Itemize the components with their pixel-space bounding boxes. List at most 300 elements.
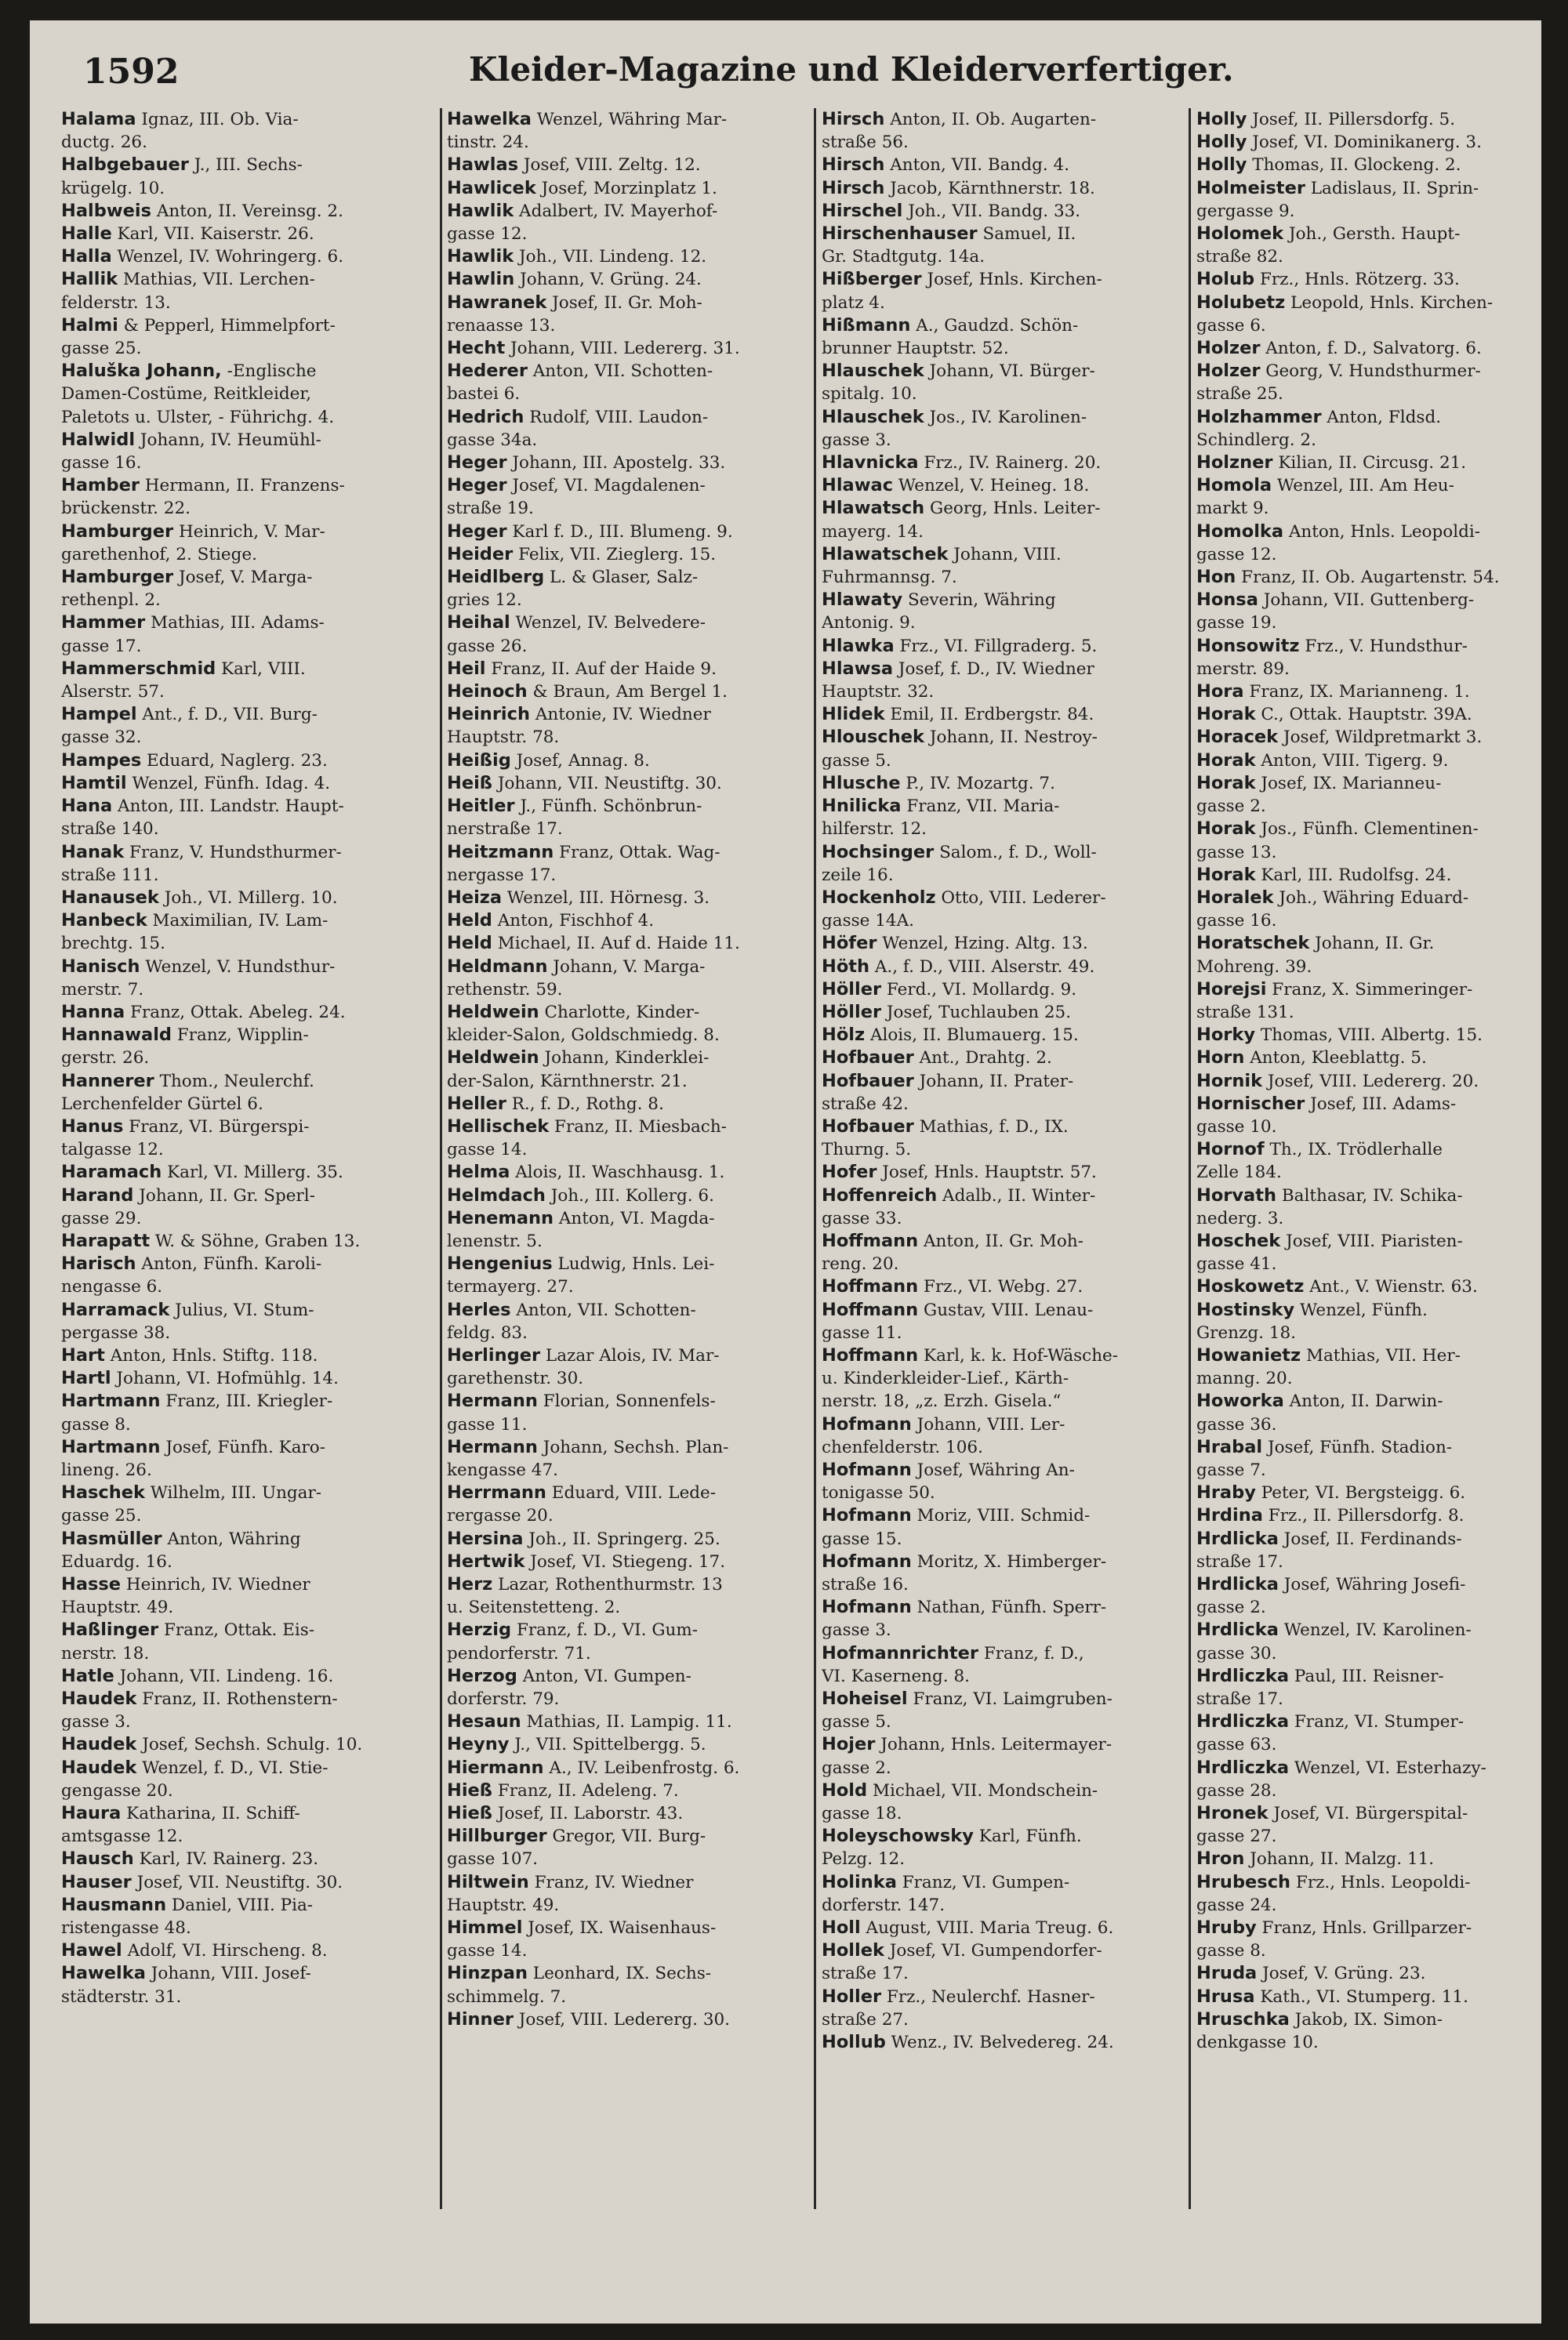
entry-line xyxy=(1196,1047,1565,1069)
continuation-line xyxy=(822,680,1190,703)
entry-line xyxy=(61,429,430,452)
entry-line xyxy=(1196,1504,1565,1527)
entry-text: Franz, II. Adeleng. 7. xyxy=(492,1780,679,1801)
entry-text: rergasse 20. xyxy=(447,1506,554,1526)
entry-line xyxy=(61,1573,430,1596)
entry-text: Franz, Ottak. Eis- xyxy=(158,1620,315,1641)
entry-text: pergasse 38. xyxy=(61,1322,171,1343)
entry-text: nerstr. 18, „z. Erzh. Gisela.“ xyxy=(822,1391,1062,1412)
entry-line xyxy=(822,1642,1190,1665)
continuation-line xyxy=(447,429,815,452)
entry-text: Joh., III. Kollerg. 6. xyxy=(545,1185,714,1206)
entry-line xyxy=(1196,1138,1565,1161)
entry-name: Holzner xyxy=(1196,452,1273,473)
entry-text: Daniel, VIII. Pia- xyxy=(166,1895,314,1915)
entry-line xyxy=(61,223,430,245)
continuation-line xyxy=(822,1436,1190,1459)
entry-text: Johann, VI. Hofmühlg. 14. xyxy=(111,1369,339,1389)
entry-line xyxy=(447,932,815,955)
entry-text: Thurng. 5. xyxy=(822,1140,912,1160)
entry-text: Wenzel, III. Am Heu- xyxy=(1272,476,1454,496)
continuation-line xyxy=(1196,2031,1565,2054)
entry-name: Hölz xyxy=(822,1025,866,1046)
entry-text: Ferd., VI. Mollardg. 9. xyxy=(881,979,1077,999)
continuation-line xyxy=(61,177,430,200)
entry-name: Hamburger xyxy=(61,567,174,588)
continuation-line xyxy=(447,1688,815,1711)
entry-text: gasse 107. xyxy=(447,1849,539,1870)
entry-name: Halle xyxy=(61,223,112,245)
continuation-line xyxy=(447,383,815,405)
entry-text: Wenzel, V. Heineg. 18. xyxy=(893,476,1090,496)
entry-text: gasse 5. xyxy=(822,750,891,771)
entry-line xyxy=(447,1185,815,1207)
entry-text: Thomas, II. Glockeng. 2. xyxy=(1247,155,1461,176)
entry-line xyxy=(1196,1230,1565,1253)
entry-name: Holomek xyxy=(1196,223,1284,245)
continuation-line xyxy=(447,1413,815,1436)
entry-text: Josef, Tuchlauben 25. xyxy=(881,1002,1072,1022)
entry-name: Hoschek xyxy=(1196,1230,1281,1251)
entry-text: Mathias, VII. Her- xyxy=(1301,1345,1461,1366)
entry-line xyxy=(61,1116,430,1138)
entry-text: gasse 27. xyxy=(1196,1827,1277,1847)
entry-text: Mathias, II. Lampig. 11. xyxy=(521,1712,732,1732)
continuation-line xyxy=(61,1711,430,1733)
entry-name: Hnilicka xyxy=(822,796,902,817)
entry-text: spitalg. 10. xyxy=(822,384,917,405)
entry-text: Wenzel, V. Hundsthur- xyxy=(140,956,336,977)
entry-line xyxy=(447,452,815,474)
entry-name: Holl xyxy=(822,1917,861,1939)
entry-name: Hrdlicka xyxy=(1196,1528,1279,1549)
entry-line xyxy=(61,1070,430,1093)
entry-name: Holubetz xyxy=(1196,292,1286,313)
entry-text: gasse 2. xyxy=(822,1758,891,1778)
entry-text: Georg, Hnls. Leiter- xyxy=(924,499,1101,519)
entry-name: Horak xyxy=(1196,749,1256,771)
entry-line xyxy=(447,841,815,864)
entry-text: Josef, II. Pillersdorfg. 5. xyxy=(1247,110,1456,129)
entry-name: Haudek xyxy=(61,1757,137,1778)
entry-name: Hillburger xyxy=(447,1826,547,1847)
entry-line xyxy=(447,909,815,932)
entry-line xyxy=(447,543,815,566)
continuation-line xyxy=(1196,1688,1565,1711)
entry-text: Karl, Fünfh. xyxy=(973,1827,1082,1847)
entry-text: Georg, V. Hundsthurmer- xyxy=(1260,361,1481,382)
entry-name: Hausch xyxy=(61,1848,134,1870)
entry-text: Josef, Sechsh. Schulg. 10. xyxy=(136,1735,363,1755)
continuation-line xyxy=(1196,1551,1565,1573)
entry-text: gergasse 9. xyxy=(1196,201,1295,221)
entry-line xyxy=(1196,1573,1565,1596)
entry-line xyxy=(447,703,815,726)
entry-line xyxy=(61,1939,430,1962)
entry-text: Josef, VI. Bürgerspital- xyxy=(1268,1804,1468,1824)
entry-text: Alois, II. Waschhausg. 1. xyxy=(510,1163,725,1183)
entry-line xyxy=(1196,1299,1565,1322)
entry-line xyxy=(822,1871,1190,1894)
entry-text: Franz, X. Simmeringer- xyxy=(1266,979,1473,999)
entry-text: nerstraße 17. xyxy=(447,819,563,840)
entry-text: städterstr. 31. xyxy=(61,1986,182,2007)
entry-text: Frz., Neulerchf. Hasner- xyxy=(881,1986,1095,2007)
entry-text: Karl, k. k. Hof-Wäsche- xyxy=(918,1345,1119,1366)
entry-text: straße 17. xyxy=(822,1964,909,1984)
continuation-line xyxy=(61,1047,430,1069)
entry-name: Hlawka xyxy=(822,635,895,656)
entry-text: Josef, VI. Stiegeng. 17. xyxy=(524,1551,726,1572)
entry-text: Anton, II. Vereinsg. 2. xyxy=(151,201,343,221)
entry-line xyxy=(822,1161,1190,1184)
entry-line xyxy=(61,1436,430,1459)
entry-line xyxy=(822,177,1190,200)
entry-text: merstr. 7. xyxy=(61,979,144,999)
continuation-line xyxy=(447,1138,815,1161)
entry-text: Johann, Hnls. Leitermayer- xyxy=(875,1735,1112,1755)
entry-name: Howorka xyxy=(1196,1391,1284,1412)
entry-text: gasse 3. xyxy=(61,1712,131,1732)
entry-text: gasse 10. xyxy=(1196,1116,1277,1137)
continuation-line xyxy=(1196,1207,1565,1230)
entry-name: Hawelka xyxy=(447,109,532,129)
entry-name: Hawlicek xyxy=(447,177,536,198)
entry-line xyxy=(447,1436,815,1459)
entry-line xyxy=(61,795,430,818)
entry-name: Hoffmann xyxy=(822,1276,919,1297)
entry-text: Franz, VII. Maria- xyxy=(901,796,1060,817)
entry-line xyxy=(1196,1917,1565,1939)
entry-line xyxy=(822,635,1190,658)
entry-text: Johann, VIII. Josef- xyxy=(145,1964,311,1984)
entry-text: gasse 14A. xyxy=(822,911,914,931)
entry-line xyxy=(1196,566,1565,589)
entry-line xyxy=(822,268,1190,291)
entry-text: gengasse 20. xyxy=(61,1780,173,1801)
entry-text: Emil, II. Erdbergstr. 84. xyxy=(884,705,1094,725)
entry-text: Heinrich, V. Mar- xyxy=(173,521,325,542)
entry-name: Hammer xyxy=(61,612,146,633)
entry-name: Hannawald xyxy=(61,1025,172,1046)
entry-line xyxy=(1196,1528,1565,1551)
entry-name: Haramach xyxy=(61,1162,162,1183)
continuation-line xyxy=(61,932,430,955)
entry-text: merstr. 89. xyxy=(1196,658,1290,679)
entry-name: Holzer xyxy=(1196,361,1261,382)
entry-text: gasse 24. xyxy=(1196,1895,1277,1915)
continuation-line xyxy=(822,1138,1190,1161)
entry-name: Halama xyxy=(61,109,136,129)
entry-name: Heihal xyxy=(447,612,510,633)
entry-text: nengasse 6. xyxy=(61,1277,163,1297)
entry-text: hilferstr. 12. xyxy=(822,819,927,840)
entry-line xyxy=(1196,978,1565,1001)
entry-name: Hermann xyxy=(447,1391,538,1412)
entry-text: A., Gaudzd. Schön- xyxy=(910,315,1079,336)
entry-text: Jakob, IX. Simon- xyxy=(1289,2009,1443,2030)
entry-text: straße 140. xyxy=(61,819,159,840)
entry-text: -Englische xyxy=(221,361,317,382)
entry-text: nederg. 3. xyxy=(1196,1208,1284,1228)
continuation-line xyxy=(61,1825,430,1848)
continuation-line xyxy=(1196,1642,1565,1665)
entry-text: Grenzg. 18. xyxy=(1196,1322,1296,1343)
continuation-line xyxy=(1196,1779,1565,1802)
entry-text: Josef, III. Adams- xyxy=(1305,1094,1457,1114)
entry-line xyxy=(447,1482,815,1504)
entry-name: Heil xyxy=(447,658,486,679)
entry-text: pendorferstr. 71. xyxy=(447,1643,591,1663)
entry-name: Hirschenhauser xyxy=(822,223,978,245)
entry-line xyxy=(1196,703,1565,726)
entry-name: Hanausek xyxy=(61,887,159,908)
entry-text: straße 42. xyxy=(822,1094,909,1114)
continuation-line xyxy=(447,589,815,611)
column-4 xyxy=(1196,108,1565,2054)
entry-line xyxy=(822,154,1190,176)
entry-line xyxy=(447,337,815,360)
continuation-line xyxy=(1196,1733,1565,1756)
entry-text: Wenzel, IV. Wohringerg. 6. xyxy=(111,247,344,267)
entry-name: Hiltwein xyxy=(447,1871,529,1892)
entry-line xyxy=(447,1551,815,1573)
entry-text: gasse 63. xyxy=(1196,1735,1277,1755)
entry-line xyxy=(822,1825,1190,1848)
entry-text: Salom., f. D., Woll- xyxy=(934,842,1097,862)
entry-name: Hengenius xyxy=(447,1253,553,1275)
entry-name: Hrdlicka xyxy=(1196,1574,1279,1594)
entry-name: Horak xyxy=(1196,772,1256,793)
entry-text: straße 25. xyxy=(1196,384,1283,405)
entry-text: ristengasse 48. xyxy=(61,1918,191,1939)
entry-line xyxy=(1196,108,1565,131)
entry-text: Zelle 184. xyxy=(1196,1163,1282,1183)
entry-text: Michael, VII. Mondschein- xyxy=(867,1780,1098,1801)
entry-text: Joh., VI. Millerg. 10. xyxy=(158,887,338,908)
entry-line xyxy=(61,1894,430,1917)
entry-text: Antonig. 9. xyxy=(822,613,916,633)
entry-name: Honsa xyxy=(1196,590,1258,611)
entry-line xyxy=(61,1367,430,1390)
continuation-line xyxy=(61,1275,430,1298)
continuation-line xyxy=(447,1596,815,1619)
entry-name: Hammerschmid xyxy=(61,658,216,679)
entry-text: Jos., Fünfh. Clementinen- xyxy=(1255,819,1479,840)
entry-text: termayerg. 27. xyxy=(447,1277,574,1297)
continuation-line xyxy=(61,864,430,887)
entry-name: Hruschka xyxy=(1196,2008,1290,2030)
entry-name: Hasse xyxy=(61,1574,122,1594)
entry-line xyxy=(822,1917,1190,1939)
entry-name: Horky xyxy=(1196,1025,1256,1046)
column-3 xyxy=(822,108,1190,2054)
entry-text: Th., IX. Trödlerhalle xyxy=(1264,1140,1443,1160)
entry-text: gasse 12. xyxy=(447,224,528,245)
continuation-line xyxy=(822,1207,1190,1230)
entry-text: Moriz, VIII. Schmid- xyxy=(911,1506,1091,1526)
entry-line xyxy=(1196,1436,1565,1459)
continuation-line xyxy=(61,131,430,154)
entry-text: Anton, VII. Bandg. 4. xyxy=(884,155,1070,176)
entry-text: Wenzel, IV. Belvedere- xyxy=(510,613,706,633)
continuation-line xyxy=(822,245,1190,268)
entry-line xyxy=(61,1024,430,1047)
entry-name: Hronek xyxy=(1196,1803,1269,1824)
entry-text: Wenzel, VI. Esterhazy- xyxy=(1289,1758,1486,1778)
entry-line xyxy=(1196,749,1565,772)
entry-name: Halla xyxy=(61,246,112,267)
entry-text: Hauptstr. 32. xyxy=(822,682,935,702)
entry-text: Franz, IV. Wiedner xyxy=(528,1872,694,1892)
entry-line xyxy=(1196,818,1565,840)
entry-text: Ladislaus, II. Sprin- xyxy=(1305,178,1479,198)
entry-name: Helma xyxy=(447,1162,510,1183)
continuation-line xyxy=(61,818,430,840)
entry-name: Hornof xyxy=(1196,1139,1265,1160)
entry-line xyxy=(1196,1986,1565,2008)
entry-line xyxy=(447,749,815,772)
continuation-line xyxy=(822,1573,1190,1596)
entry-text: straße 19. xyxy=(447,499,534,519)
entry-name: Halbweis xyxy=(61,200,151,221)
entry-line xyxy=(447,658,815,680)
entry-text: Josef, VI. Magdalenen- xyxy=(506,476,706,496)
continuation-line xyxy=(1196,1367,1565,1390)
continuation-line xyxy=(61,1986,430,2008)
entry-text: brunner Hauptstr. 52. xyxy=(822,339,1009,359)
entry-name: Heyny xyxy=(447,1734,510,1755)
entry-text: Kilian, II. Circusg. 21. xyxy=(1272,453,1467,473)
entry-name: Halbgebauer xyxy=(61,154,189,176)
continuation-line xyxy=(447,131,815,154)
entry-line xyxy=(61,360,430,383)
entry-name: Herzig xyxy=(447,1620,512,1641)
continuation-line xyxy=(1196,1596,1565,1619)
entry-text: gasse 41. xyxy=(1196,1254,1277,1275)
entry-line xyxy=(1196,864,1565,887)
entry-text: Franz, IX. Marianneng. 1. xyxy=(1243,682,1470,702)
entry-name: Hostinsky xyxy=(1196,1299,1295,1320)
continuation-line xyxy=(61,337,430,360)
entry-text: Thom., Neulerchf. xyxy=(154,1071,314,1091)
entry-text: Lazar Alois, IV. Mar- xyxy=(540,1345,720,1366)
entry-text: A., f. D., VIII. Alserstr. 49. xyxy=(869,956,1095,977)
entry-name: Heitzmann xyxy=(447,841,554,862)
entry-text: u. Kinderkleider-Lief., Kärth- xyxy=(822,1369,1069,1389)
entry-line xyxy=(61,956,430,978)
entry-text: gasse 36. xyxy=(1196,1414,1277,1435)
continuation-line xyxy=(822,818,1190,840)
continuation-line xyxy=(1196,795,1565,818)
entry-text: Wenzel, IV. Karolinen- xyxy=(1278,1620,1472,1641)
entry-text: gasse 2. xyxy=(1196,1598,1266,1618)
entry-name: Hrdliczka xyxy=(1196,1665,1290,1686)
entry-text: gasse 29. xyxy=(61,1208,142,1228)
entry-text: Frz., V. Hundsthur- xyxy=(1299,636,1468,656)
entry-line xyxy=(822,1275,1190,1298)
entry-text: gasse 8. xyxy=(1196,1941,1266,1961)
entry-name: Hedrich xyxy=(447,406,524,427)
entry-line xyxy=(447,1116,815,1138)
entry-line xyxy=(447,2008,815,2031)
entry-text: Johann, II. Prater- xyxy=(913,1071,1074,1091)
entry-line xyxy=(822,1939,1190,1962)
entry-text: talgasse 12. xyxy=(61,1140,164,1160)
entry-text: feldg. 83. xyxy=(447,1322,528,1343)
entry-line xyxy=(1196,1024,1565,1047)
entry-name: Harisch xyxy=(61,1253,136,1275)
entry-name: Hampes xyxy=(61,749,142,771)
entry-name: Hrdliczka xyxy=(1196,1757,1290,1778)
entry-text: Josef, Fünfh. Stadion- xyxy=(1262,1437,1453,1457)
entry-line xyxy=(822,978,1190,1001)
entry-text: amtsgasse 12. xyxy=(61,1827,183,1847)
continuation-line xyxy=(1196,1939,1565,1962)
entry-name: Hofbauer xyxy=(822,1047,914,1068)
entry-name: Horn xyxy=(1196,1047,1245,1068)
entry-text: Joh., II. Springerg. 25. xyxy=(523,1529,720,1549)
entry-line xyxy=(822,1299,1190,1322)
entry-name: Hatle xyxy=(61,1665,114,1686)
entry-name: Horacek xyxy=(1196,727,1279,748)
entry-name: Hinner xyxy=(447,2008,514,2030)
continuation-line xyxy=(1196,1825,1565,1848)
entry-text: Anton, II. Darwin- xyxy=(1283,1391,1443,1412)
entry-line xyxy=(822,1001,1190,1024)
entry-name: Hollek xyxy=(822,1940,884,1961)
entry-text: gasse 11. xyxy=(447,1414,528,1435)
entry-line xyxy=(447,1917,815,1939)
entry-line xyxy=(61,1665,430,1688)
entry-text: Karl, VI. Millerg. 35. xyxy=(162,1163,343,1183)
entry-text: gasse 25. xyxy=(61,339,142,359)
entry-name: Heger xyxy=(447,521,507,542)
entry-text: Maximilian, IV. Lam- xyxy=(147,911,328,931)
entry-name: Hoskowetz xyxy=(1196,1276,1305,1297)
entry-name: Hollub xyxy=(822,2032,886,2053)
entry-line xyxy=(1196,635,1565,658)
entry-text: Anton, Hnls. Stiftg. 118. xyxy=(104,1345,318,1366)
entry-line xyxy=(822,703,1190,726)
entry-text: gasse 6. xyxy=(1196,315,1266,336)
entry-text: Frz., IV. Rainerg. 20. xyxy=(918,453,1102,473)
continuation-line xyxy=(822,1390,1190,1413)
entry-name: Hellischek xyxy=(447,1116,550,1137)
entry-text: Karl, IV. Rainerg. 23. xyxy=(133,1849,319,1870)
entry-line xyxy=(822,1413,1190,1436)
entry-name: Heidlberg xyxy=(447,567,545,588)
entry-text: Lerchenfelder Gürtel 6. xyxy=(61,1094,263,1114)
entry-line xyxy=(447,154,815,176)
entry-line xyxy=(822,223,1190,245)
continuation-line xyxy=(447,1504,815,1527)
entry-line xyxy=(1196,337,1565,360)
entry-name: Hertwik xyxy=(447,1551,525,1572)
entry-line xyxy=(822,474,1190,497)
entry-line xyxy=(61,887,430,909)
entry-name: Hasmüller xyxy=(61,1528,162,1549)
entry-text: Frz., Hnls. Leopoldi- xyxy=(1290,1872,1471,1892)
entry-text: Franz, VI. Stumper- xyxy=(1289,1712,1465,1732)
page-header xyxy=(30,20,1541,107)
entry-name: Heider xyxy=(447,543,514,564)
entry-name: Horak xyxy=(1196,864,1256,885)
entry-text: J., VII. Spittelbergg. 5. xyxy=(509,1735,706,1755)
continuation-line xyxy=(447,497,815,520)
entry-line xyxy=(1196,452,1565,474)
entry-text: gasse 16. xyxy=(1196,911,1277,931)
